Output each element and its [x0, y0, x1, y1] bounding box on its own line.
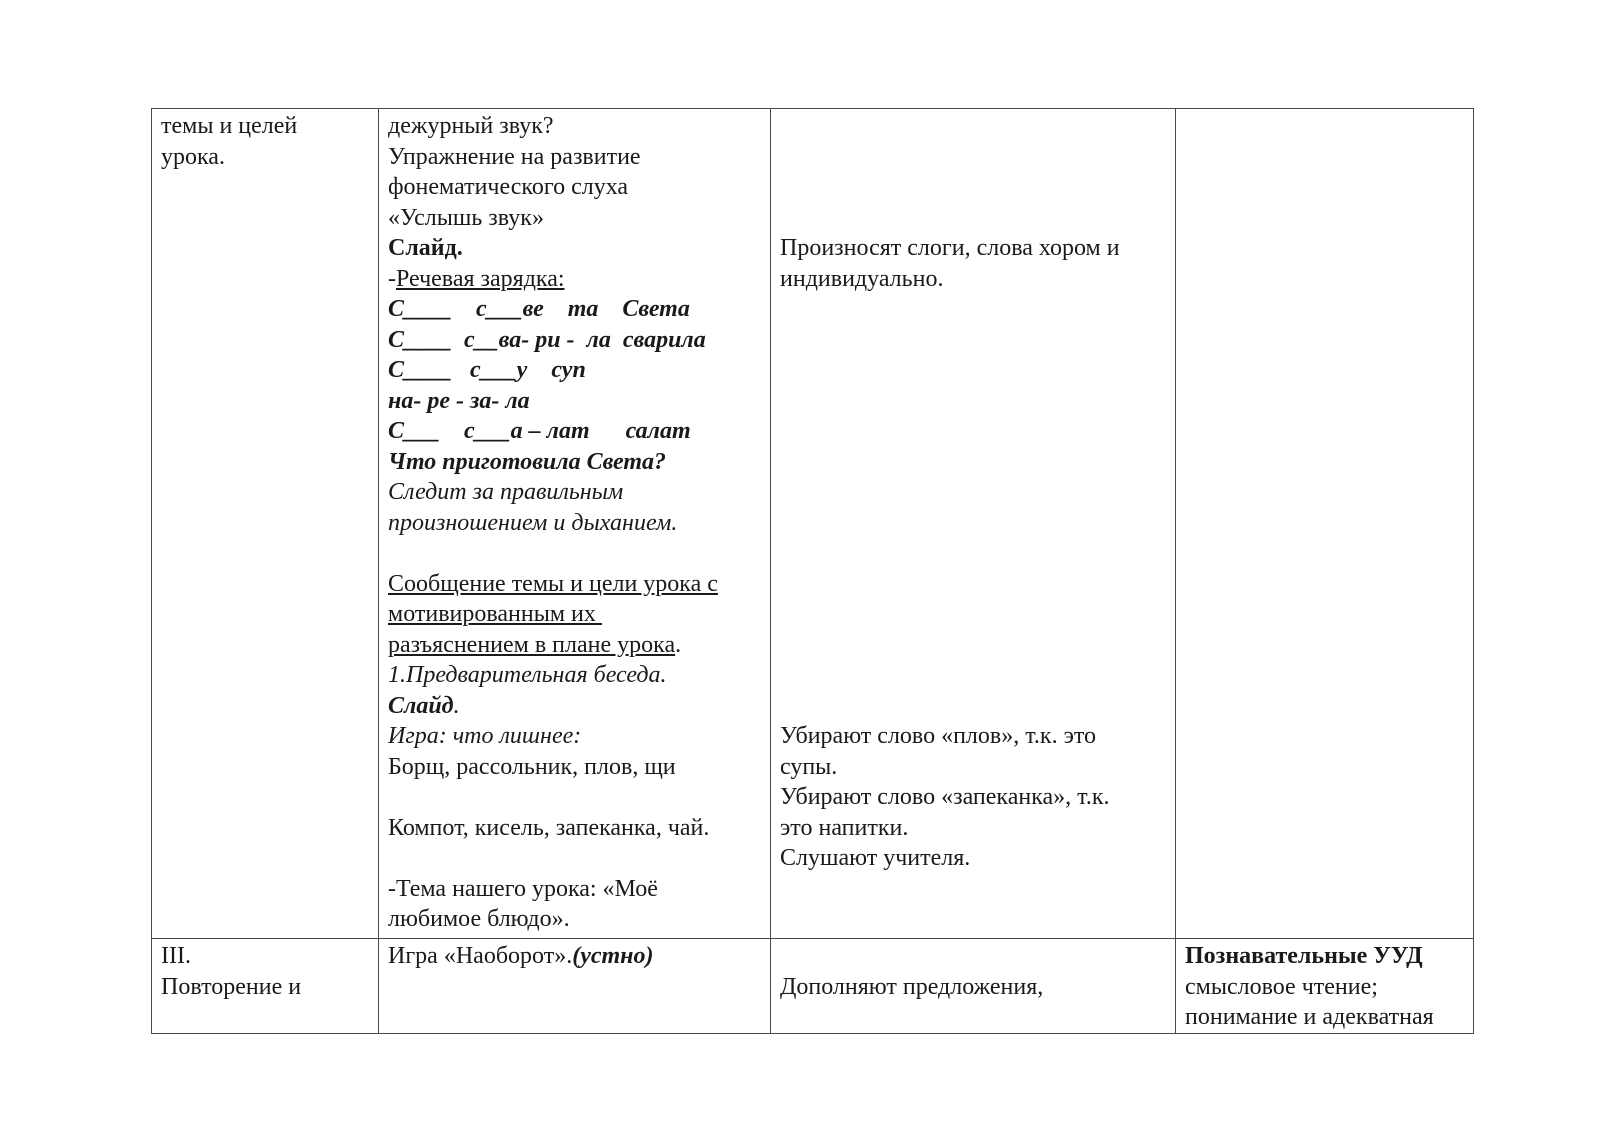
- student-activity-cell: [771, 109, 1176, 939]
- blank-line: [780, 172, 1166, 203]
- blank-line: [780, 508, 1166, 539]
- text-line: любимое блюдо».: [388, 906, 570, 932]
- blank-line: [780, 386, 1166, 417]
- dash: -: [388, 265, 396, 292]
- blank-line: [780, 111, 1166, 142]
- question-line: Что приготовила Света?: [388, 448, 667, 475]
- syllable-line: С____ с__ва- ри - ла сварила: [388, 326, 706, 353]
- underlined-heading: разъяснением в плане урока: [388, 631, 676, 658]
- text-line: Произносят слоги, слова хором и: [780, 235, 1120, 261]
- text-line: фонематического слуха: [388, 174, 629, 200]
- italic-note: произношением и дыханием.: [388, 509, 678, 536]
- oral-note: (устно): [572, 943, 654, 969]
- syllable-line: на- ре - за- ла: [388, 387, 530, 414]
- blank-line: [780, 294, 1166, 325]
- text-line: Дополняют предложения,: [780, 973, 1044, 1000]
- blank-line: [388, 782, 761, 813]
- text-line: Компот, кисель, запеканка, чай.: [388, 814, 710, 841]
- teacher-activity-cell: [379, 939, 771, 1034]
- italic-note: Следит за правильным: [388, 479, 624, 505]
- lesson-plan-table: [151, 108, 1474, 1034]
- blank-line: [780, 691, 1166, 722]
- uud-title: Познавательные УУД: [1185, 943, 1423, 969]
- blank-line: [780, 142, 1166, 173]
- student-activity-cell: [771, 939, 1176, 1034]
- stage-cell: [152, 109, 379, 939]
- table-row: [152, 109, 1474, 939]
- blank-line: [780, 203, 1166, 234]
- text-line: Борщ, рассольник, плов, щи: [388, 753, 676, 780]
- text-line: Упражнение на развитие: [388, 143, 641, 170]
- italic-note: Игра: что лишнее:: [388, 723, 582, 749]
- text-line: [388, 264, 761, 295]
- uud-cell: [1176, 109, 1474, 939]
- stage-text-line: III.: [161, 943, 191, 969]
- blank-line: [780, 325, 1166, 356]
- text-line: -Тема нашего урока: «Моё: [388, 875, 658, 902]
- period: .: [675, 631, 682, 658]
- italic-note: 1.Предварительная беседа.: [388, 662, 667, 688]
- stage-text-line: Повторение и: [161, 973, 302, 1000]
- blank-line: [780, 569, 1166, 600]
- syllable-line: С____ с___у суп: [388, 357, 586, 383]
- text-line: индивидуально.: [780, 265, 944, 292]
- table-row: [152, 939, 1474, 1034]
- slide-label: Слайд.: [388, 235, 463, 261]
- blank-line: [780, 355, 1166, 386]
- text-line: Слушают учителя.: [780, 845, 971, 871]
- blank-line: [780, 416, 1166, 447]
- slide-label: Слайд: [388, 692, 454, 719]
- blank-line: [780, 660, 1166, 691]
- blank-line: [388, 538, 761, 569]
- text-line: супы.: [780, 753, 838, 780]
- text-line: дежурный звук?: [388, 113, 554, 139]
- stage-text-line: урока.: [161, 143, 225, 170]
- syllable-line: С___ с___а – лат салат: [388, 418, 691, 444]
- underlined-heading: Речевая зарядка:: [396, 265, 565, 292]
- blank-line: [780, 447, 1166, 478]
- underlined-heading: Сообщение темы и цели урока с: [388, 570, 718, 597]
- period: .: [453, 692, 460, 719]
- blank-line: [780, 941, 1166, 972]
- text-line: «Услышь звук»: [388, 204, 544, 231]
- blank-line: [780, 599, 1166, 630]
- text-line: [388, 691, 761, 722]
- blank-line: [780, 477, 1166, 508]
- blank-line: [388, 843, 761, 874]
- text-line: это напитки.: [780, 814, 909, 841]
- teacher-activity-cell: [379, 109, 771, 939]
- blank-line: [780, 538, 1166, 569]
- syllable-line: С____ с___ве та Света: [388, 296, 690, 322]
- uud-text-line: смысловое чтение;: [1185, 973, 1378, 1000]
- stage-cell: [152, 939, 379, 1034]
- blank-line: [780, 630, 1166, 661]
- text-line: [388, 941, 761, 972]
- text-line: [388, 630, 761, 661]
- text-line: Убирают слово «запеканка», т.к.: [780, 784, 1110, 810]
- uud-text-line: понимание и адекватная: [1185, 1004, 1434, 1030]
- stage-text-line: темы и целей: [161, 113, 298, 139]
- game-title: Игра «Наоборот».: [388, 943, 573, 969]
- underlined-heading: мотивированным их: [388, 601, 602, 627]
- text-line: Убирают слово «плов», т.к. это: [780, 723, 1097, 749]
- uud-cell: [1176, 939, 1474, 1034]
